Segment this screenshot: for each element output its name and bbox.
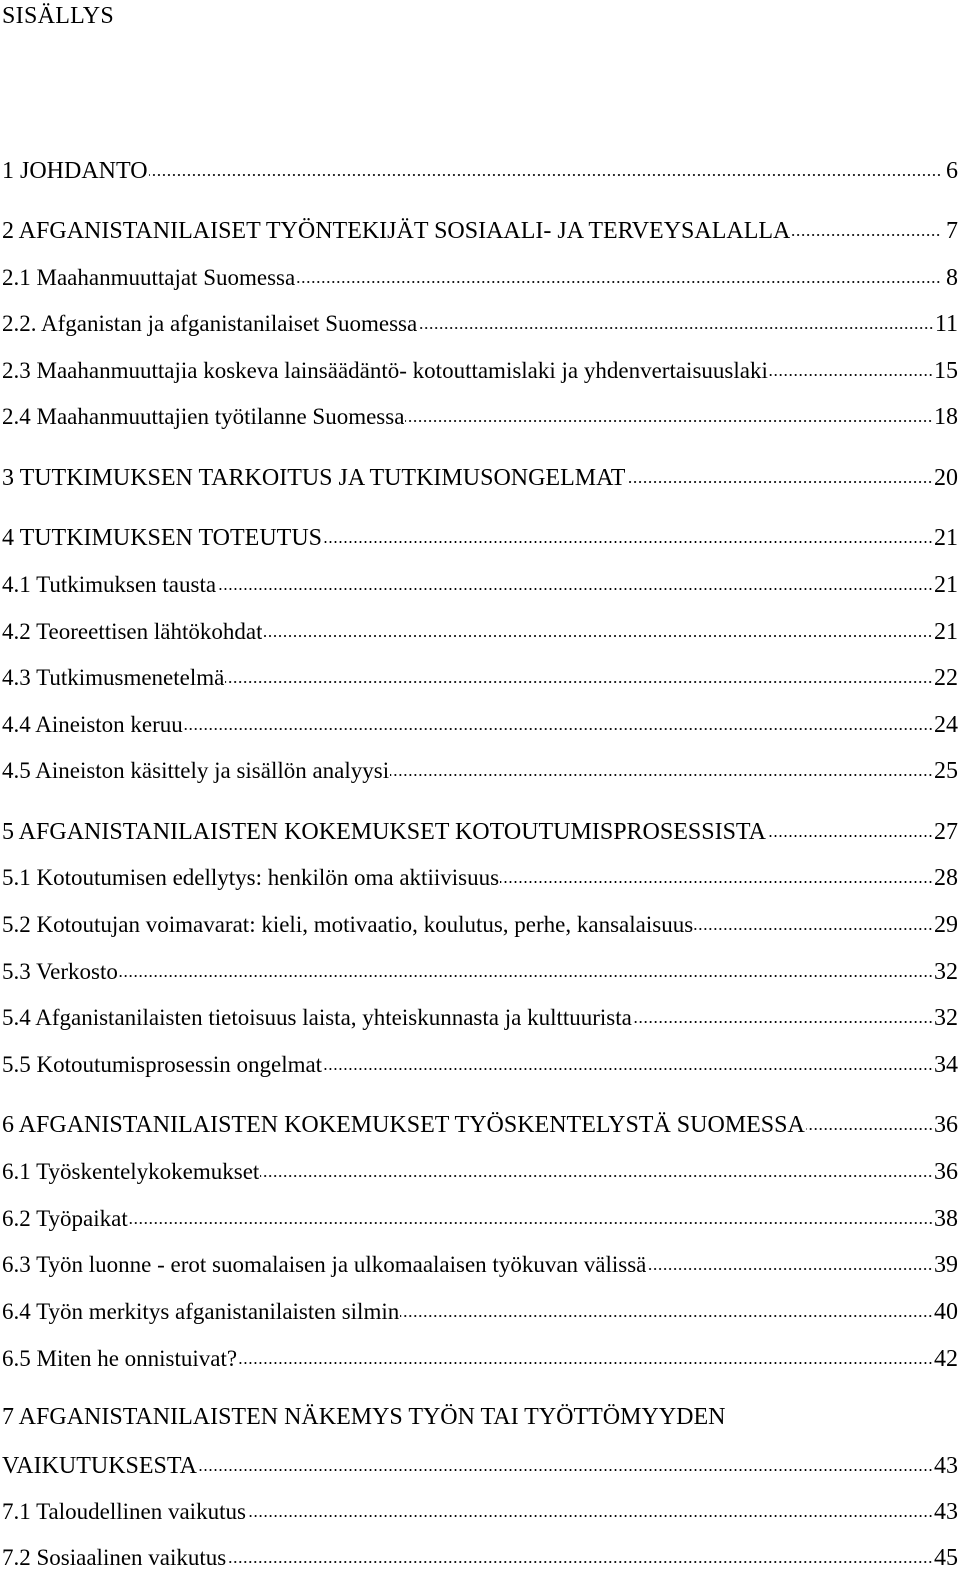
toc-entry-page: 34 (934, 1052, 958, 1078)
toc-entry[interactable] (2, 400, 958, 430)
toc-entry[interactable] (2, 568, 958, 598)
toc-entry-text: 5.2 Kotoutujan voimavarat: kieli, motivaatio, koulutus, perhe, kansalaisuus (2, 912, 694, 937)
toc-entry-page: 6 (946, 158, 958, 184)
toc-entry-page: 40 (934, 1299, 958, 1325)
dot-leader (791, 214, 941, 238)
toc-entry-text: 7.1 Taloudellinen vaikutus (2, 1499, 246, 1524)
toc-entry-text: 7.2 Sosiaalinen vaikutus (2, 1545, 227, 1570)
toc-entry[interactable] (2, 1248, 958, 1278)
toc-entry[interactable] (2, 861, 958, 891)
toc-entry-page: 20 (934, 465, 958, 491)
dot-leader (500, 861, 933, 885)
toc-entry-text: 4 TUTKIMUKSEN TOTEUTUS (2, 525, 323, 551)
dot-leader (400, 1295, 933, 1319)
toc-entry[interactable] (2, 754, 958, 784)
toc-entry[interactable] (2, 154, 958, 184)
toc-entry-text: 2.4 Maahanmuuttajien työtilanne Suomessa (2, 404, 405, 429)
toc-entry-page: 18 (934, 404, 958, 430)
toc-entry-text: 2.1 Maahanmuuttajat Suomessa (2, 265, 296, 290)
dot-leader (217, 568, 933, 592)
toc-entry-text: 1 JOHDANTO (2, 158, 148, 184)
toc-entry-page: 21 (934, 525, 958, 551)
dot-leader (238, 1342, 933, 1366)
dot-leader (767, 815, 933, 839)
toc-entry-text: 2 AFGANISTANILAISET TYÖNTEKIJÄT SOSIAALI- JA TERVEYSALALLA (2, 218, 791, 244)
toc-entry-page: 24 (934, 712, 958, 738)
dot-leader (149, 154, 941, 178)
toc-entry[interactable] (2, 1202, 958, 1232)
toc-entry-text: 6.5 Miten he onnistuivat? (2, 1346, 238, 1371)
toc-entry[interactable] (2, 955, 958, 985)
toc-entry-page: 21 (934, 572, 958, 598)
toc-entry[interactable] (2, 354, 958, 384)
toc-entry-text: 2.3 Maahanmuuttajia koskeva lainsäädäntö- kotouttamislaki ja yhdenvertaisuuslaki (2, 358, 768, 383)
toc-entry[interactable] (2, 1342, 958, 1372)
toc-entry-page: 36 (934, 1159, 958, 1185)
dot-leader (694, 908, 933, 932)
dot-leader (296, 261, 941, 285)
dot-leader (225, 661, 933, 685)
toc-entry-text: 5 AFGANISTANILAISTEN KOKEMUKSET KOTOUTUMISPROSESSISTA (2, 819, 766, 845)
dot-leader (405, 400, 933, 424)
dot-leader (184, 708, 933, 732)
dot-leader (633, 1001, 933, 1025)
toc-entry-page: 38 (934, 1206, 958, 1232)
toc-entry[interactable] (2, 521, 958, 551)
toc-entry[interactable] (2, 1108, 958, 1138)
toc-entry-text: 6 AFGANISTANILAISTEN KOKEMUKSET TYÖSKENTELYSTÄ SUOMESSA (2, 1112, 805, 1138)
toc-entry-page: 11 (934, 311, 958, 337)
toc-entry[interactable] (2, 815, 958, 845)
dot-leader (806, 1108, 933, 1132)
toc-entry-text: VAIKUTUKSESTA (2, 1453, 197, 1479)
toc-entry-text: 4.4 Aineiston keruu (2, 712, 183, 737)
toc-entry[interactable] (2, 1495, 958, 1525)
toc-entry-text-line1[interactable]: 7 AFGANISTANILAISTEN NÄKEMYS TYÖN TAI TYÖTTÖMYYDEN (2, 1404, 726, 1430)
toc-entry-text: 4.3 Tutkimusmenetelmä (2, 665, 225, 690)
toc-entry-text: 6.4 Työn merkitys afganistanilaisten silmin (2, 1299, 400, 1324)
dot-leader (198, 1449, 933, 1473)
toc-entry-text: 6.2 Työpaikat (2, 1206, 128, 1231)
toc-entry[interactable] (2, 1155, 958, 1185)
toc-entry-page: 43 (934, 1453, 958, 1479)
toc-entry[interactable] (2, 1048, 958, 1078)
toc-entry[interactable] (2, 661, 958, 691)
toc-entry-page: 42 (934, 1346, 958, 1372)
toc-entry[interactable] (2, 708, 958, 738)
toc-entry[interactable] (2, 1449, 958, 1479)
dot-leader (769, 354, 933, 378)
toc-entry-text: 4.1 Tutkimuksen tausta (2, 572, 217, 597)
toc-entry[interactable] (2, 1295, 958, 1325)
toc-entry-text: 6.1 Työskentelykokemukset (2, 1159, 260, 1184)
toc-entry-text: 5.3 Verkosto (2, 959, 118, 984)
toc-entry-page: 43 (934, 1499, 958, 1525)
toc-entry-page: 45 (934, 1545, 958, 1571)
page-title: SISÄLLYS (2, 3, 115, 29)
dot-leader (418, 307, 934, 331)
toc-entry-text: 5.4 Afganistanilaisten tietoisuus laista, yhteiskunnasta ja kulttuurista (2, 1005, 632, 1030)
dot-leader (227, 1541, 933, 1565)
toc-entry-page: 25 (934, 758, 958, 784)
dot-leader (323, 521, 933, 545)
toc-entry-text: 3 TUTKIMUKSEN TARKOITUS JA TUTKIMUSONGELMAT (2, 465, 626, 491)
toc-entry-page: 15 (934, 358, 958, 384)
toc-entry[interactable] (2, 1001, 958, 1031)
toc-entry[interactable] (2, 908, 958, 938)
dot-leader (323, 1048, 933, 1072)
toc-entry-page: 27 (934, 819, 958, 845)
toc-entry-text: 4.2 Teoreettisen lähtökohdat (2, 619, 263, 644)
toc-entry[interactable] (2, 1541, 958, 1571)
toc-entry-text: 6.3 Työn luonne - erot suomalaisen ja ulkomaalaisen työkuvan välissä (2, 1252, 647, 1277)
dot-leader (647, 1248, 933, 1272)
toc-entry[interactable] (2, 461, 958, 491)
dot-leader (390, 754, 933, 778)
toc-entry[interactable] (2, 261, 958, 291)
toc-entry-page: 29 (934, 912, 958, 938)
toc-entry-page: 21 (934, 619, 958, 645)
dot-leader (263, 615, 933, 639)
dot-leader (626, 461, 933, 485)
toc-entry-text: 5.5 Kotoutumisprosessin ongelmat (2, 1052, 323, 1077)
toc-entry-text: 2.2. Afganistan ja afganistanilaiset Suomessa (2, 311, 418, 336)
toc-entry-page: 7 (946, 218, 958, 244)
toc-entry[interactable] (2, 214, 958, 244)
dot-leader (247, 1495, 933, 1519)
toc-entry[interactable] (2, 615, 958, 645)
toc-entry[interactable] (2, 307, 958, 337)
toc-entry-text: 5.1 Kotoutumisen edellytys: henkilön oma aktiivisuus (2, 865, 500, 890)
toc-entry-page: 39 (934, 1252, 958, 1278)
toc-entry-page: 22 (934, 665, 958, 691)
toc-entry-page: 32 (934, 1005, 958, 1031)
dot-leader (129, 1202, 933, 1226)
toc-entry-page: 36 (934, 1112, 958, 1138)
toc-entry-page: 8 (946, 265, 958, 291)
toc-entry-text: 4.5 Aineiston käsittely ja sisällön analyysi (2, 758, 390, 783)
toc-entry-page: 28 (934, 865, 958, 891)
dot-leader (260, 1155, 933, 1179)
dot-leader (119, 955, 933, 979)
toc-entry-page: 32 (934, 959, 958, 985)
